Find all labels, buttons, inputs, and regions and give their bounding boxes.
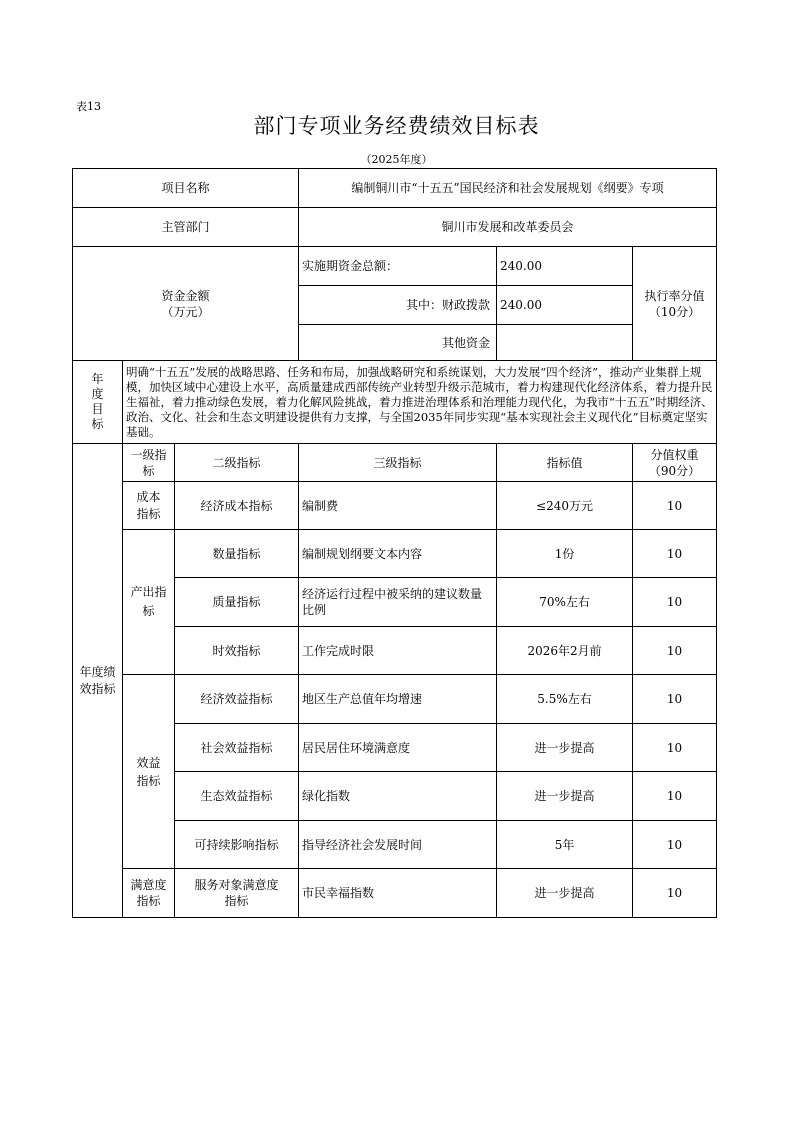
row-level3: 编制费 xyxy=(299,482,497,530)
row-level2: 生态效益指标 xyxy=(175,772,299,821)
row-level3: 经济运行过程中被采纳的建议数量比例 xyxy=(299,578,497,627)
row-level2: 社会效益指标 xyxy=(175,724,299,772)
table-row xyxy=(73,530,717,578)
group-satisfaction xyxy=(123,869,175,918)
row-value: 2026年2月前 xyxy=(497,627,633,675)
row-weight: 10 xyxy=(633,675,717,724)
funds-label-line2: （万元） xyxy=(161,304,210,319)
execution-rate-line2: （10分） xyxy=(648,304,701,319)
row-level3: 指导经济社会发展时间 xyxy=(299,821,497,869)
funds-total-value: 240.00 xyxy=(497,247,633,286)
funds-label xyxy=(73,247,299,361)
execution-rate-score xyxy=(633,247,717,361)
group-cost-text: 成本指标 xyxy=(136,489,161,521)
row-weight: 10 xyxy=(633,821,717,869)
group-satisfaction-line1: 满意度 xyxy=(130,878,167,892)
header-level1: 一级指标 xyxy=(123,444,175,482)
fiscal-funds-value: 240.00 xyxy=(497,286,633,325)
row-level2: 可持续影响指标 xyxy=(175,821,299,869)
row-value: 5年 xyxy=(497,821,633,869)
group-benefit-text: 效益指标 xyxy=(136,755,161,788)
table-row xyxy=(73,675,717,724)
group-cost xyxy=(123,482,175,530)
row-level3: 地区生产总值年均增速 xyxy=(299,675,497,724)
row-level2-line2: 指标 xyxy=(224,894,249,908)
other-funds-label: 其他资金 xyxy=(299,325,497,361)
row-level3: 市民幸福指数 xyxy=(299,869,497,918)
row-level3: 绿化指数 xyxy=(299,772,497,821)
row-weight: 10 xyxy=(633,724,717,772)
row-weight: 10 xyxy=(633,627,717,675)
row-level2-line1: 服务对象满意度 xyxy=(194,878,279,892)
row-level2: 经济成本指标 xyxy=(175,482,299,530)
other-funds-value xyxy=(497,325,633,361)
row-weight: 10 xyxy=(633,772,717,821)
row-level2 xyxy=(175,869,299,918)
header-weight-line2: （90分） xyxy=(648,463,701,478)
row-level3: 编制规划纲要文本内容 xyxy=(299,530,497,578)
row-level2: 数量指标 xyxy=(175,530,299,578)
header-weight-line1: 分值权重 xyxy=(650,447,699,462)
row-value: 进一步提高 xyxy=(497,772,633,821)
annual-goal-text: 明确“十五五”发展的战略思路、任务和布局，加强战略研究和系统谋划，大力发展“四个经济”，推动产业集群上规模，加快区域中心建设上水平，高质量建成西部传统产业转型升级示范城市，着力构建现代化经济体系，着力提升民生福祉，着力推动绿色发展，着力化解风险挑战，着力推进治理体系和治理能力现代化，为我市“十五五”时期经济、政治、文化、社会和生态文明建设提供有力支撑，与全国2035年同步实现“基本实现社会主义现代化”目标奠定坚实基础。 xyxy=(123,361,717,444)
row-level2: 经济效益指标 xyxy=(175,675,299,724)
fiscal-funds-label: 其中：财政拨款 xyxy=(299,286,497,325)
table-row xyxy=(73,869,717,918)
header-level3: 三级指标 xyxy=(299,444,497,482)
row-level2: 质量指标 xyxy=(175,578,299,627)
row-value: 5.5%左右 xyxy=(497,675,633,724)
group-output-text: 产出指标 xyxy=(130,585,167,618)
year-label: （2025年度） xyxy=(360,153,433,166)
annual-goal-label xyxy=(73,361,123,444)
funds-total-label: 实施期资金总额： xyxy=(299,247,497,286)
row-weight: 10 xyxy=(633,482,717,530)
annual-indicators-label xyxy=(73,444,123,918)
department-value: 铜川市发展和改革委员会 xyxy=(299,208,717,247)
row-weight: 10 xyxy=(633,578,717,627)
department-label: 主管部门 xyxy=(73,208,299,247)
group-benefit xyxy=(123,675,175,869)
row-level3: 居民居住环境满意度 xyxy=(299,724,497,772)
page-title: 部门专项业务经费绩效目标表 xyxy=(253,114,540,138)
funds-label-line1: 资金金额 xyxy=(161,288,210,303)
table-number-label: 表13 xyxy=(76,100,101,113)
row-level2: 时效指标 xyxy=(175,627,299,675)
annual-goal-label-text: 年度目标 xyxy=(91,372,104,431)
header-weight xyxy=(633,444,717,482)
row-weight: 10 xyxy=(633,869,717,918)
row-value: 1份 xyxy=(497,530,633,578)
header-value: 指标值 xyxy=(497,444,633,482)
execution-rate-line1: 执行率分值 xyxy=(644,288,705,303)
project-name-label: 项目名称 xyxy=(73,169,299,208)
row-value: 进一步提高 xyxy=(497,869,633,918)
row-level3: 工作完成时限 xyxy=(299,627,497,675)
annual-indicators-label-text: 年度绩效指标 xyxy=(79,664,116,696)
table-row xyxy=(73,482,717,530)
row-value: 70%左右 xyxy=(497,578,633,627)
project-name-value: 编制铜川市“十五五”国民经济和社会发展规划《纲要》专项 xyxy=(299,169,717,208)
performance-target-table xyxy=(72,168,717,918)
group-satisfaction-line2: 指标 xyxy=(136,894,161,908)
row-value: 进一步提高 xyxy=(497,724,633,772)
group-output xyxy=(123,530,175,675)
header-level2: 二级指标 xyxy=(175,444,299,482)
row-value: ≤240万元 xyxy=(497,482,633,530)
row-weight: 10 xyxy=(633,530,717,578)
